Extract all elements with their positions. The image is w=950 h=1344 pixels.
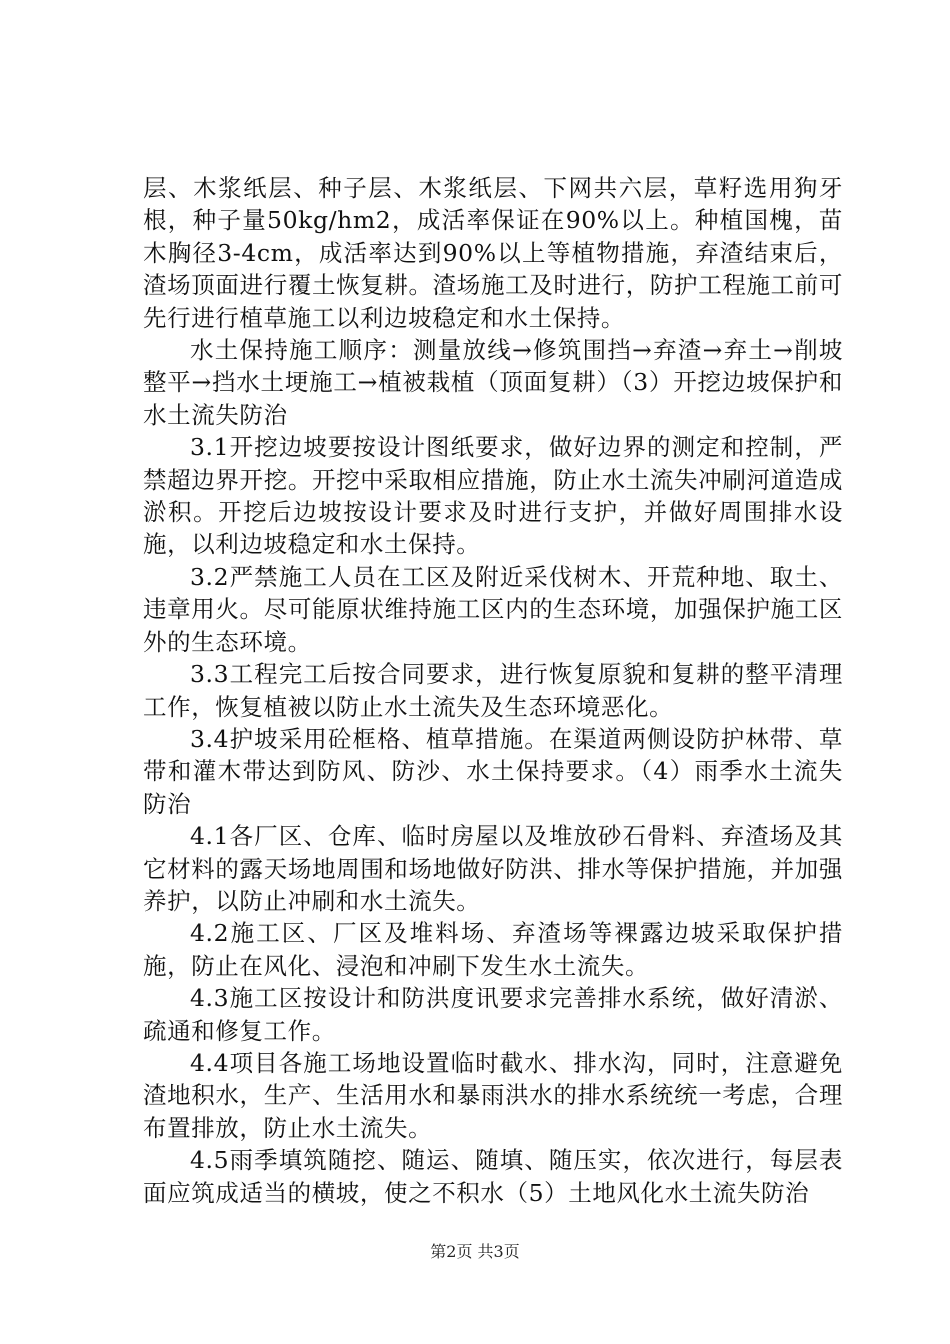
paragraph-4-3: 4.3施工区按设计和防洪度讯要求完善排水系统，做好清淤、疏通和修复工作。: [143, 984, 843, 1045]
paragraph-construction-sequence: 水土保持施工顺序：测量放线→修筑围挡→弃渣→弃土→削坡整平→挡水土埂施工→植被栽植（顶面复耕）（3）开挖边坡保护和水土流失防治: [143, 336, 843, 429]
paragraph-continuation: 层、木浆纸层、种子层、木浆纸层、下网共六层，草籽选用狗牙根，种子量50kg/hm2，成活率保证在90%以上。种植国槐，苗木胸径3-4cm，成活率达到90%以上等植物措施，弃渣结束后，渣场顶面进行覆土恢复耕。渣场施工及时进行，防护工程施工前可先行进行植草施工以利边坡稳定和水土保持。: [143, 174, 843, 332]
paragraph-4-2: 4.2施工区、厂区及堆料场、弃渣场等裸露边坡采取保护措施，防止在风化、浸泡和冲刷下发生水土流失。: [143, 919, 843, 980]
paragraph-3-2: 3.2严禁施工人员在工区及附近采伐树木、开荒种地、取土、违章用火。尽可能原状维持施工区内的生态环境，加强保护施工区外的生态环境。: [143, 562, 843, 656]
paragraph-3-3: 3.3工程完工后按合同要求，进行恢复原貌和复耕的整平清理工作，恢复植被以防止水土流失及生态环境恶化。: [143, 660, 843, 721]
paragraph-4-4: 4.4项目各施工场地设置临时截水、排水沟，同时，注意避免渣地积水，生产、生活用水和暴雨洪水的排水系统统一考虑，合理布置排放，防止水土流失。: [143, 1048, 843, 1142]
page-number-footer: 第2页 共3页: [430, 1242, 520, 1261]
paragraph-4-1: 4.1各厂区、仓库、临时房屋以及堆放砂石骨料、弃渣场及其它材料的露天场地周围和场地做好防洪、排水等保护措施，并加强养护，以防止冲刷和水土流失。: [143, 822, 843, 915]
paragraph-3-4: 3.4护坡采用砼框格、植草措施。在渠道两侧设防护林带、草带和灌木带达到防风、防沙、水土保持要求。（4）雨季水土流失防治: [143, 724, 843, 818]
paragraph-3-1: 3.1开挖边坡要按设计图纸要求，做好边界的测定和控制，严禁超边界开挖。开挖中采取相应措施，防止水土流失冲刷河道造成淤积。开挖后边坡按设计要求及时进行支护，并做好周围排水设施，以利边坡稳定和水土保持。: [143, 433, 843, 559]
document-body: [143, 172, 843, 1209]
paragraph-4-5: 4.5雨季填筑随挖、随运、随填、随压实，依次进行，每层表面应筑成适当的横坡，使之不积水（5）土地风化水土流失防治: [143, 1146, 843, 1207]
